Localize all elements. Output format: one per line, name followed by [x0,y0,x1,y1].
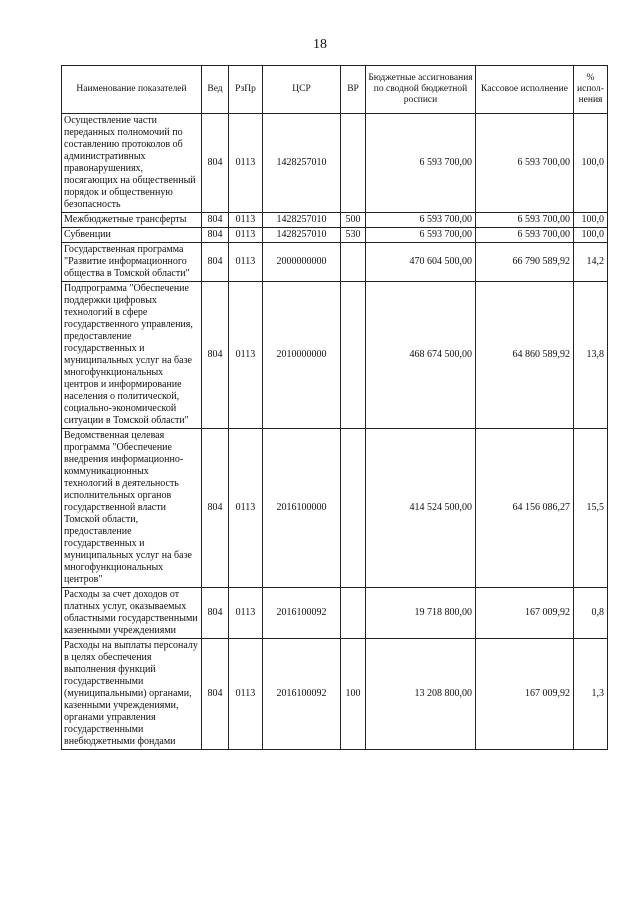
row-csr: 2016100092 [263,639,341,750]
row-cash: 6 593 700,00 [476,213,574,228]
table-row [62,639,608,750]
row-cash: 6 593 700,00 [476,228,574,243]
header-name: Наименование показателей [62,66,202,114]
row-name: Осуществление части переданных полномочий по составлению протоколов об административных правонарушениях, посягающих на общественный порядок и общественную безопасность [62,114,202,213]
table-row [62,588,608,639]
row-rzpr: 0113 [229,282,263,429]
row-csr: 1428257010 [263,213,341,228]
row-pct: 13,8 [574,282,608,429]
row-ved: 804 [202,429,229,588]
row-rzpr: 0113 [229,243,263,282]
row-csr: 1428257010 [263,114,341,213]
row-budget: 6 593 700,00 [366,228,476,243]
row-cash: 64 860 589,92 [476,282,574,429]
row-name: Расходы за счет доходов от платных услуг, оказываемых областными государственными казенными учреждениями [62,588,202,639]
row-csr: 2000000000 [263,243,341,282]
row-vr [341,243,366,282]
row-csr: 2010000000 [263,282,341,429]
row-pct: 1,3 [574,639,608,750]
row-budget: 6 593 700,00 [366,213,476,228]
row-rzpr: 0113 [229,639,263,750]
row-budget: 468 674 500,00 [366,282,476,429]
page-number: 18 [313,37,327,52]
row-name: Межбюджетные трансферты [62,213,202,228]
row-pct: 15,5 [574,429,608,588]
row-ved: 804 [202,228,229,243]
row-ved: 804 [202,243,229,282]
row-name: Государственная программа "Развитие информационного общества в Томской области" [62,243,202,282]
row-ved: 804 [202,282,229,429]
row-pct: 14,2 [574,243,608,282]
row-name: Субвенции [62,228,202,243]
header-pct: % испол-нения [574,66,608,114]
row-pct: 100,0 [574,213,608,228]
row-cash: 64 156 086,27 [476,429,574,588]
row-name: Ведомственная целевая программа "Обеспечение внедрения информационно-коммуникационных технологий в деятельность исполнительных органов государственной власти Томской области, предоставление государственных и муниципальных услуг на базе многофункциональных центров" [62,429,202,588]
row-vr: 500 [341,213,366,228]
row-vr: 100 [341,639,366,750]
row-ved: 804 [202,114,229,213]
row-ved: 804 [202,588,229,639]
row-budget: 470 604 500,00 [366,243,476,282]
row-vr [341,114,366,213]
row-budget: 19 718 800,00 [366,588,476,639]
row-pct: 0,8 [574,588,608,639]
row-rzpr: 0113 [229,114,263,213]
row-budget: 414 524 500,00 [366,429,476,588]
row-vr [341,282,366,429]
header-vr: ВР [341,66,366,114]
header-cash: Кассовое исполнение [476,66,574,114]
row-rzpr: 0113 [229,588,263,639]
row-cash: 167 009,92 [476,588,574,639]
row-rzpr: 0113 [229,429,263,588]
header-csr: ЦСР [263,66,341,114]
header-budget: Бюджетные ассигнования по сводной бюджетной росписи [366,66,476,114]
row-name: Подпрограмма "Обеспечение поддержки цифровых технологий в сфере государственного управления, предоставление государственных и муниципальных услуг на базе многофункциональных центров и информирование населения о политической, социально-экономической ситуации в Томской области" [62,282,202,429]
table-row [62,243,608,282]
row-ved: 804 [202,639,229,750]
table-row [62,114,608,213]
row-vr [341,588,366,639]
row-csr: 2016100092 [263,588,341,639]
row-pct: 100,0 [574,114,608,213]
table-row [62,429,608,588]
row-vr: 530 [341,228,366,243]
row-rzpr: 0113 [229,228,263,243]
row-vr [341,429,366,588]
table-row [62,228,608,243]
row-rzpr: 0113 [229,213,263,228]
header-rzpr: РзПр [229,66,263,114]
row-csr: 1428257010 [263,228,341,243]
header-ved: Вед [202,66,229,114]
row-budget: 6 593 700,00 [366,114,476,213]
table-row [62,282,608,429]
header-row [62,66,608,114]
row-budget: 13 208 800,00 [366,639,476,750]
row-cash: 66 790 589,92 [476,243,574,282]
row-pct: 100,0 [574,228,608,243]
row-cash: 167 009,92 [476,639,574,750]
table-row [62,213,608,228]
budget-table [61,65,608,750]
row-cash: 6 593 700,00 [476,114,574,213]
row-csr: 2016100000 [263,429,341,588]
row-name: Расходы на выплаты персоналу в целях обеспечения выполнения функций государственными (муниципальными) органами, казенными учреждениями, органами управления государственными внебюджетными фондами [62,639,202,750]
row-ved: 804 [202,213,229,228]
